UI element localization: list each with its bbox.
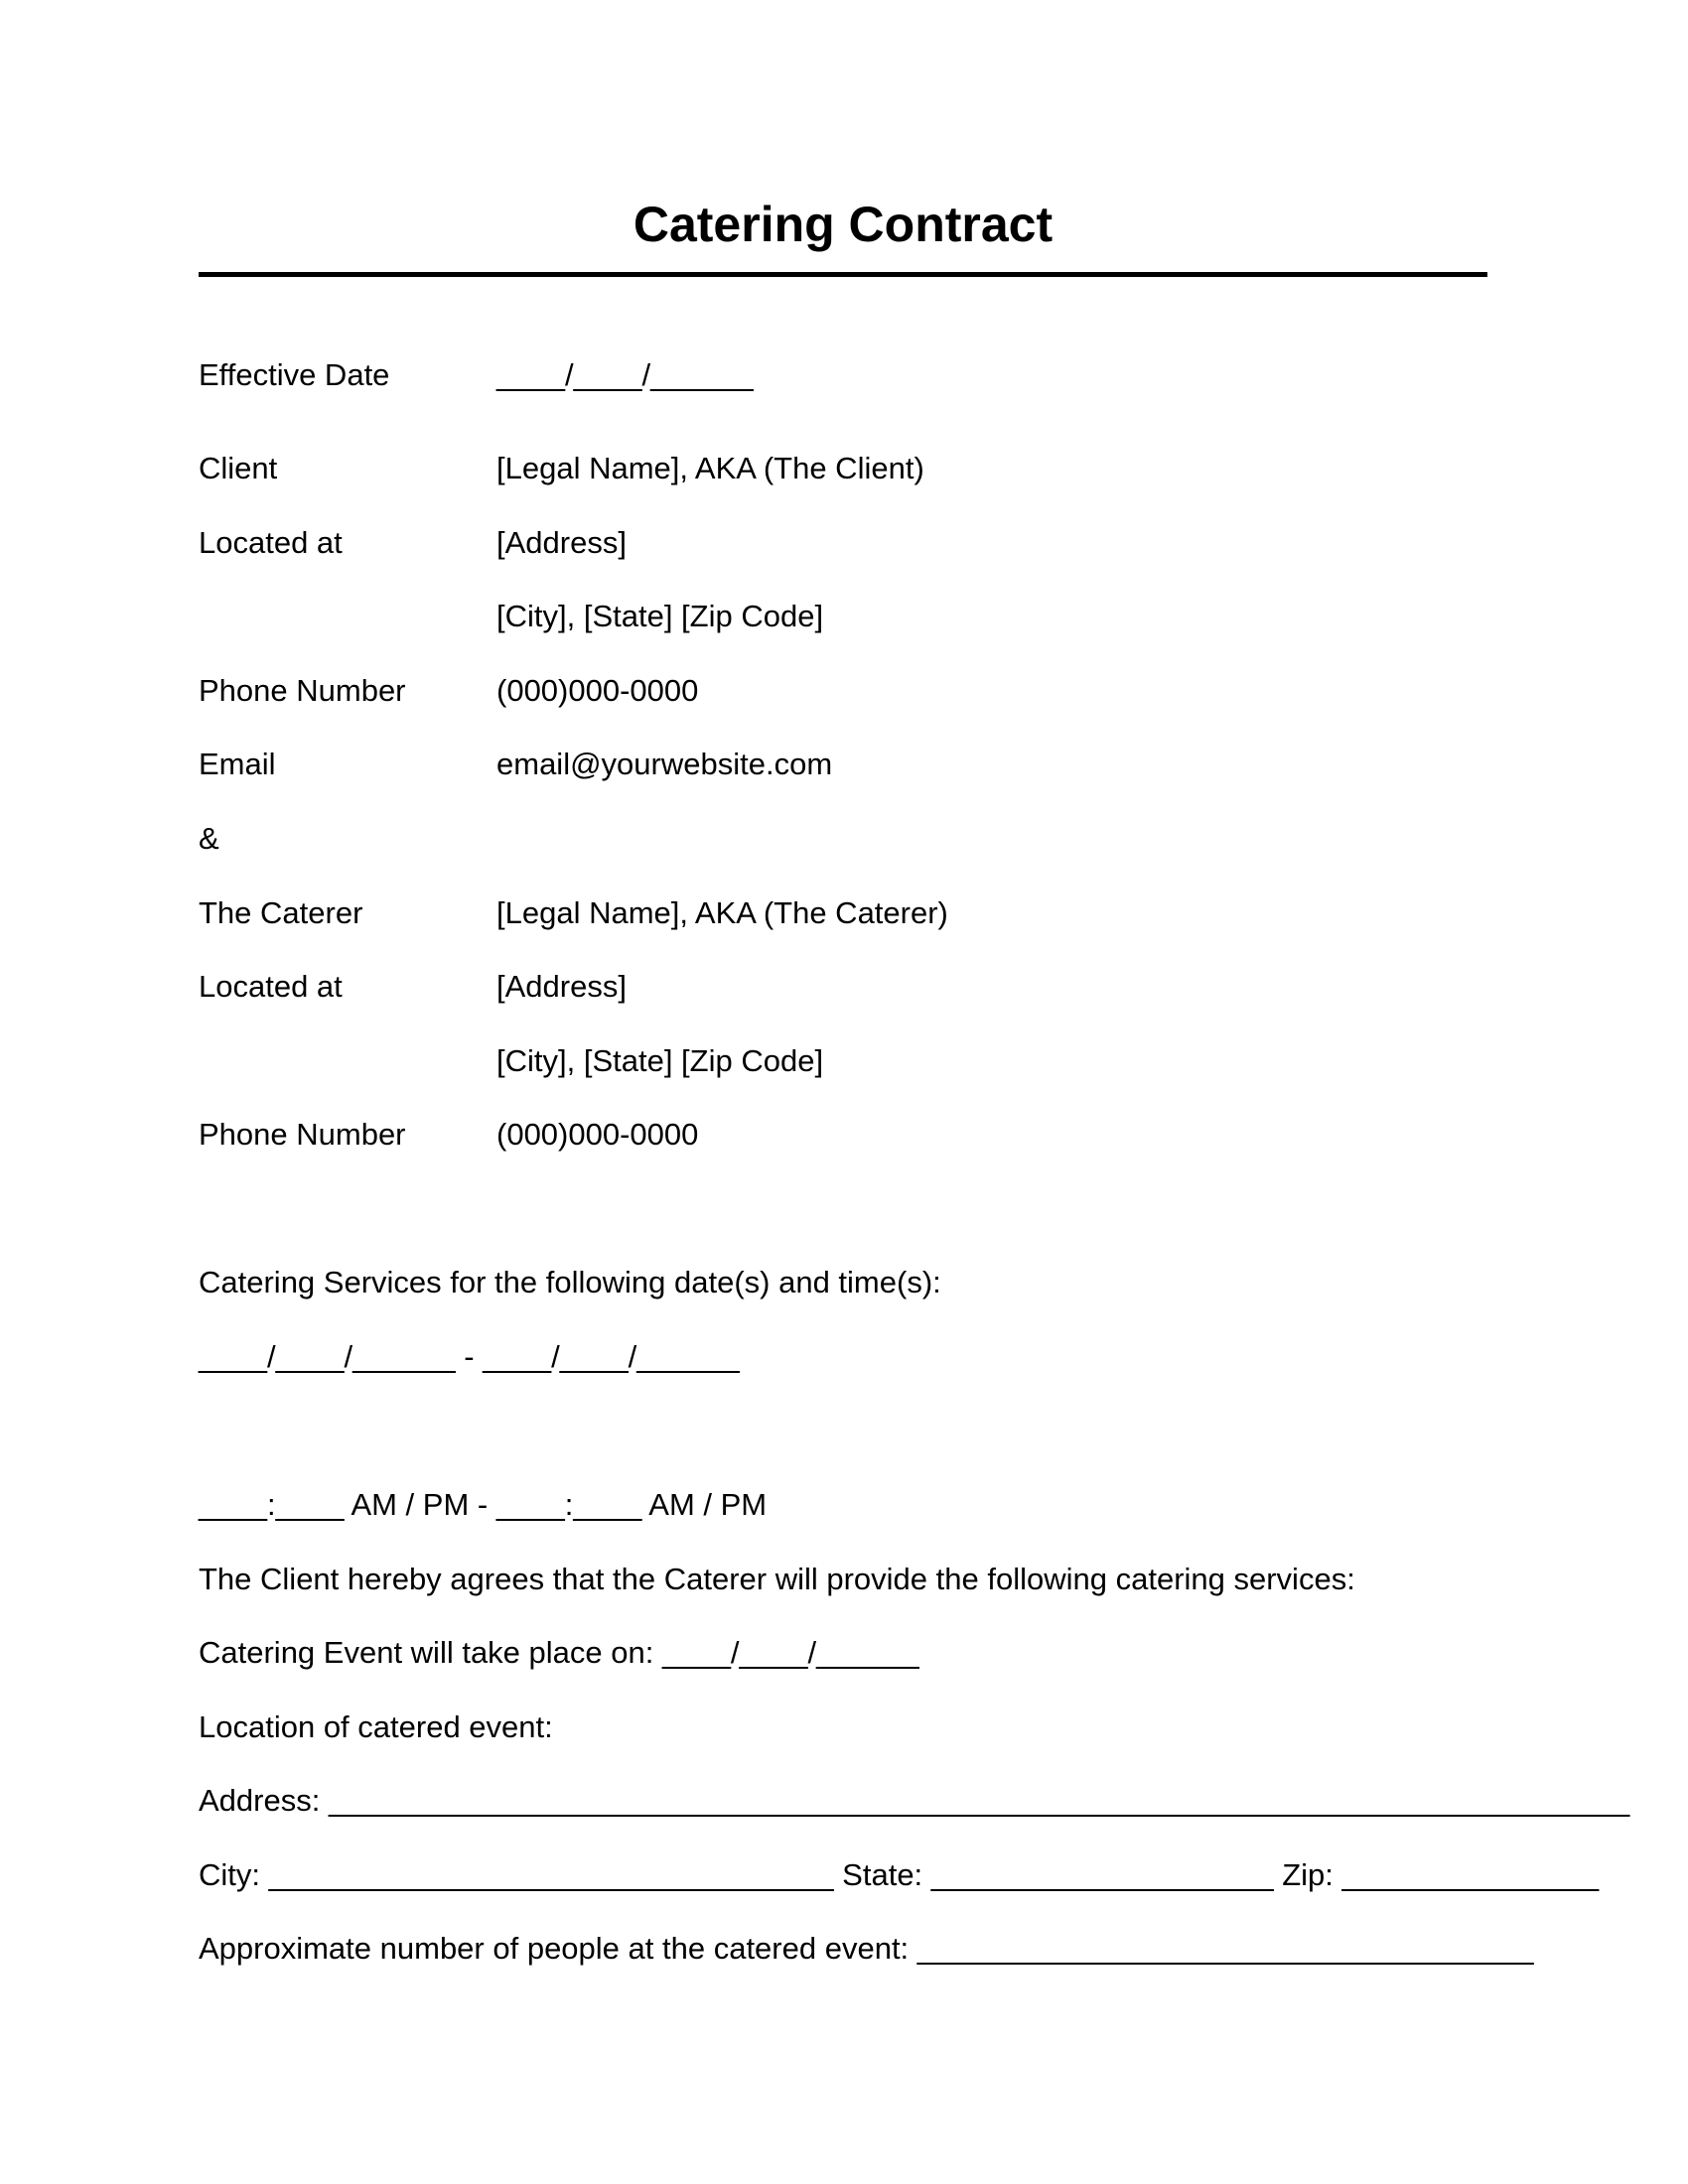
caterer-city-state-zip: [City], [State] [Zip Code] [496,1043,824,1078]
service-date-range-blank: ____/____/______ - ____/____/______ [199,1339,740,1374]
caterer-address: [Address] [496,969,627,1004]
client-label: Client [199,451,278,485]
client-city-state-zip: [City], [State] [Zip Code] [496,599,824,633]
page-title: Catering Contract [633,197,1054,252]
client-located-label: Located at [199,525,343,560]
client-phone-label: Phone Number [199,673,406,708]
client-email: email@yourwebsite.com [496,747,833,781]
caterer-phone: (000)000-0000 [496,1117,699,1152]
caterer-label: The Caterer [199,895,363,930]
agreement-statement: The Client hereby agrees that the Caterer will provide the following catering services: [199,1562,1355,1596]
city-state-zip-blank: City: _________________________________ State: ____________________ Zip: _______________ [199,1857,1600,1892]
service-dates-intro: Catering Services for the following date(s) and time(s): [199,1265,941,1299]
service-time-range-blank: ____:____ AM / PM - ____:____ AM / PM [199,1487,768,1522]
title-divider [199,272,1487,277]
client-email-label: Email [199,747,276,781]
effective-date-label: Effective Date [199,357,390,392]
event-date-blank: Catering Event will take place on: ____/____/______ [199,1635,919,1670]
client-phone: (000)000-0000 [496,673,699,708]
location-heading: Location of catered event: [199,1709,553,1744]
address-blank: Address: ____________________________________________________________________________ [199,1783,1630,1818]
client-name: [Legal Name], AKA (The Client) [496,451,924,485]
document-page [199,0,1630,2184]
caterer-name: [Legal Name], AKA (The Caterer) [496,895,948,930]
caterer-located-label: Located at [199,969,343,1004]
client-address: [Address] [496,525,627,560]
caterer-phone-label: Phone Number [199,1117,406,1152]
people-count-blank: Approximate number of people at the catered event: ____________________________________ [199,1931,1534,1966]
effective-date-blank: ____/____/______ [496,357,754,392]
ampersand: & [199,821,219,856]
